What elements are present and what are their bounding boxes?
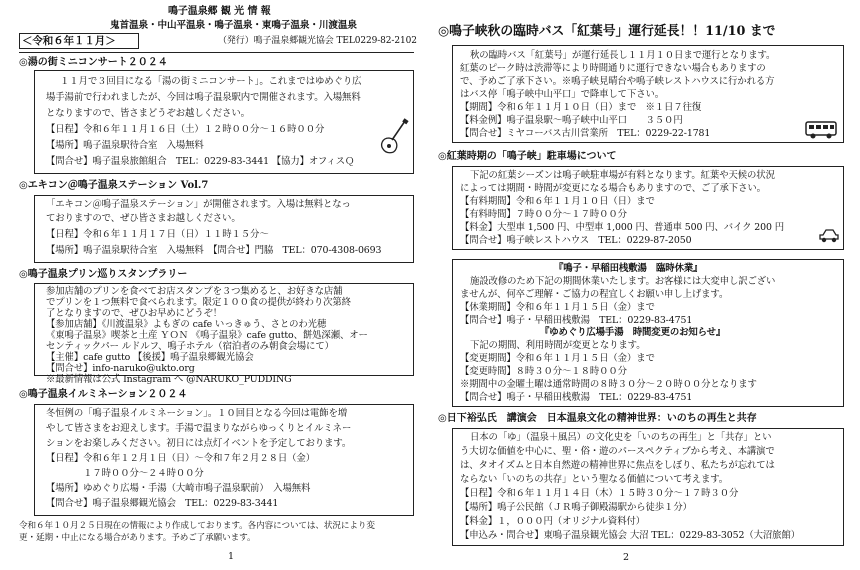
bus-line: はバス停「鳴子峡中山平口」で降車して下さい。 [460,89,665,100]
lecture-heading: ◎日下裕弘氏 講演会 日本温泉文化の精神世界：いのちの再生と共存 [438,413,757,424]
teyu-line: ※期間中の金曜土曜は通常時間の８時３０分～２０時００分となります [460,379,757,390]
pudding-heading: ◎鳴子温泉プリン巡りスタンプラリー [19,269,188,280]
ekicon-line: 「エキコン＠鳴子温泉ステーション」が開催されます。入場は無料となっ [46,199,351,210]
car-icon [818,228,840,244]
ekicon-line: 【場所】鳴子温泉駅待合室 入場無料 【問合せ】門脇 TEL：070-4308-0693 [46,245,382,256]
lecture-line: は、タオイズムと日本自然遊の精神世界に焦点をしぼり、私たちが忘れては [460,460,775,471]
bus-line: 秋の臨時バス「紅葉号」が運行延長し１１月１０日まで運行となります。 [470,50,776,61]
teyu-line: 【変更時間】８時３０分～１８時００分 [460,366,627,377]
lecture-line: 【料金】１，０００円（オリジナル資料付） [460,516,646,527]
parking-line: 【料金】大型車 1,500 円、中型車 1,000 円、普通車 500 円、バイク 200 円 [460,222,785,233]
concert-heading: ◎湯の街ミニコンサート２０２４ [19,57,168,68]
lecture-line: 【場所】鳴子公民館（ＪＲ鳴子御殿湯駅から徒歩１分） [460,502,692,513]
publisher: （発行）鳴子温泉郷観光協会 TEL0229-82-2102 [218,36,417,46]
lecture-line: ならない「いのちの共存」という聖なる価値について考えます。 [460,474,729,485]
page-subtitle: 鬼首温泉・中山平温泉・鳴子温泉・東鳴子温泉・川渡温泉 [110,20,357,31]
guitar-icon [380,118,410,156]
bus-heading: ◎鳴子峡秋の臨時バス「紅葉号」運行延長！！11/10 まで [438,24,776,39]
sajiki-line: 【問合せ】鳴子・早稲田桟敷湯 TEL：0229-83-4751 [460,315,693,326]
lecture-line: う大切な価値を中心に、聖・俗・遊のパースペクティブから考え、本講演で [460,446,775,457]
illumination-line: 冬恒例の「鳴子温泉イルミネーション」。１０回目となる今回は電飾を増 [46,408,348,419]
bus-line: で、予めご了承下さい。※鳴子峡見晴台や鳴子峡レストハウスに行かれる方 [460,76,775,87]
pudding-line: 【主催】cafe gutto 【後援】鳴子温泉郷観光協会 [46,352,254,363]
illumination-line: ションをお楽しみください。初日には点灯イベントを予定しております。 [46,438,352,449]
teyu-line: 下記の期間、利用時間が変更となります。 [470,340,646,351]
sajiki-closure-title: 『鳴子・早稲田桟敷湯 臨時休業』 [554,263,703,274]
illumination-heading: ◎鳴子温泉イルミネーション２０２４ [19,389,188,400]
concert-line: 【問合せ】鳴子温泉旅館組合 TEL：0229-83-3441 【協力】オフィスＱ [46,156,355,167]
concert-line: 【日程】令和６年１１月１６日（土）１２時００分～１６時００分 [46,124,325,135]
concert-line: 場手湯前で行われましたが、今回は鳴子温泉駅内で開催されます。入場無料 [46,92,361,103]
parking-line: 【有料期間】令和６年１１月１０日（日）まで [460,196,655,207]
illumination-line: 【場所】ゆめぐり広場・手湯（大崎市鳴子温泉駅前） 入場無料 [46,483,311,494]
bus-line: 【料金例】鳴子温泉駅～鳴子峡中山平口 ３５０円 [460,115,683,126]
page-2 [430,0,860,570]
page-title: 鳴子温泉郷 観 光 情 報 [168,6,271,17]
lecture-line: 【日程】令和６年１１月１４日（木）１５時３０分～１７時３０分 [460,488,739,499]
parking-line: によっては期間・時間が変更になる場合もありますので、ご了承下さい。 [460,183,766,194]
illumination-line: １７時００分～２４時００分 [46,468,204,479]
page-number: 2 [623,552,629,563]
parking-line: 下記の紅葉シーズンは鳴子峡駐車場が有料となります。紅葉や天候の状況 [470,170,775,181]
pudding-line: 了となりますので、ぜひお早めにどうぞ！ [46,308,223,319]
ekicon-line: ておりますので、ぜひ皆さまお越しください。 [46,213,241,224]
pudding-line: 参加店舗のプリンを食べてお店スタンプを３つ集めると、お好きな店舗 [46,286,343,297]
teyu-line: 【変更期間】令和６年１１月１５日（金）まで [460,353,655,364]
lecture-line: 【申込み・問合せ】東鳴子温泉観光協会 大沼 TEL：0229-83-3052（大沼旅館） [460,530,800,541]
concert-line: 【場所】鳴子温泉駅待合室 入場無料 [46,140,204,151]
sajiki-line: 【休業期間】令和６年１１月１５日（金）まで [460,302,655,313]
teyu-change-title: 『ゆめぐり広場手湯 時間変更のお知らせ』 [540,327,726,338]
illumination-line: やして皆さまをお迎えします。手湯で温まりながらゆっくりとイルミネー [46,423,352,434]
pudding-line: ※最新情報は公式 Instagram へ @NARUKO_PUDDING [46,374,292,385]
footer-note: 更・延期・中止になる場合があります。予めご了承願います。 [19,533,256,543]
bus-line: 【期間】令和６年１１月１０日（日）まで ※１日７往復 [460,102,702,113]
ekicon-heading: ◎エキコン＠鳴子温泉ステーション Vol.7 [19,180,209,191]
page-number: 1 [228,551,234,562]
pudding-line: でプリンを１つ無料で食べられます。限定１００食の提供が終わり次第終 [46,297,351,308]
pudding-line: センティックパー ルドルフ、鳴子ホテル（宿泊者のみ朝食会場にて） [46,341,334,352]
pudding-line: 《東鳴子温泉》喫茶と土産 ＹＯＮ 《鳴子温泉》cafe gutto、餅処深瀬、オー [46,330,368,341]
sajiki-line: 施設改修のため下記の期間休業いたします。お客様には大変申し訳ござい [470,276,776,287]
parking-heading: ◎紅葉時期の「鳴子峡」駐車場について [438,151,617,162]
parking-line: 【有料時間】７時００分～１７時００分 [460,209,627,220]
pudding-line: 【参加店舗】《川渡温泉》よもぎの cafe いっきゅう、さとのわ光穂 [46,319,327,330]
concert-line: となりますので、皆さまどうぞお越しください。 [46,108,250,119]
concert-line: １１月で３回目になる「湯の街ミニコンサート」。これまではゆめぐり広 [60,76,362,87]
lecture-line: 日本の「ゆ」（温泉＋風呂）の文化史を「いのちの再生」と「共存」とい [470,432,772,443]
issue-date: ＜令和６年１１月＞ [22,35,116,47]
bus-icon [805,120,837,140]
ekicon-line: 【日程】令和６年１１月１７日（日）１１時１５分～ [46,229,269,240]
parking-line: 【問合せ】鳴子峡レストハウス TEL：0229-87-2050 [460,235,692,246]
illumination-line: 【日程】令和６年１２月１日（日）～令和７年２月２８日（金） [46,453,315,464]
illumination-line: 【問合せ】鳴子温泉郷観光協会 TEL：0229-83-3441 [46,498,279,509]
bus-line: 紅葉のピーク時は渋滞等により時間通りに運行できない場合もありますの [460,63,766,74]
header-divider [19,52,414,53]
footer-note: 令和６年１０月２５日現在の情報により作成しております。各内容については、状況により変 [19,521,375,531]
sajiki-line: ませんが、何卒ご理解・ご協力の程宜しくお願い申し上げます。 [460,289,729,300]
bus-line: 【問合せ】ミヤコーバス古川営業所 TEL：0229-22-1781 [460,128,711,139]
pudding-line: 【問合せ】info-naruko@ukto.org [46,363,195,374]
teyu-line: 【問合せ】鳴子・早稲田桟敷湯 TEL：0229-83-4751 [460,392,693,403]
